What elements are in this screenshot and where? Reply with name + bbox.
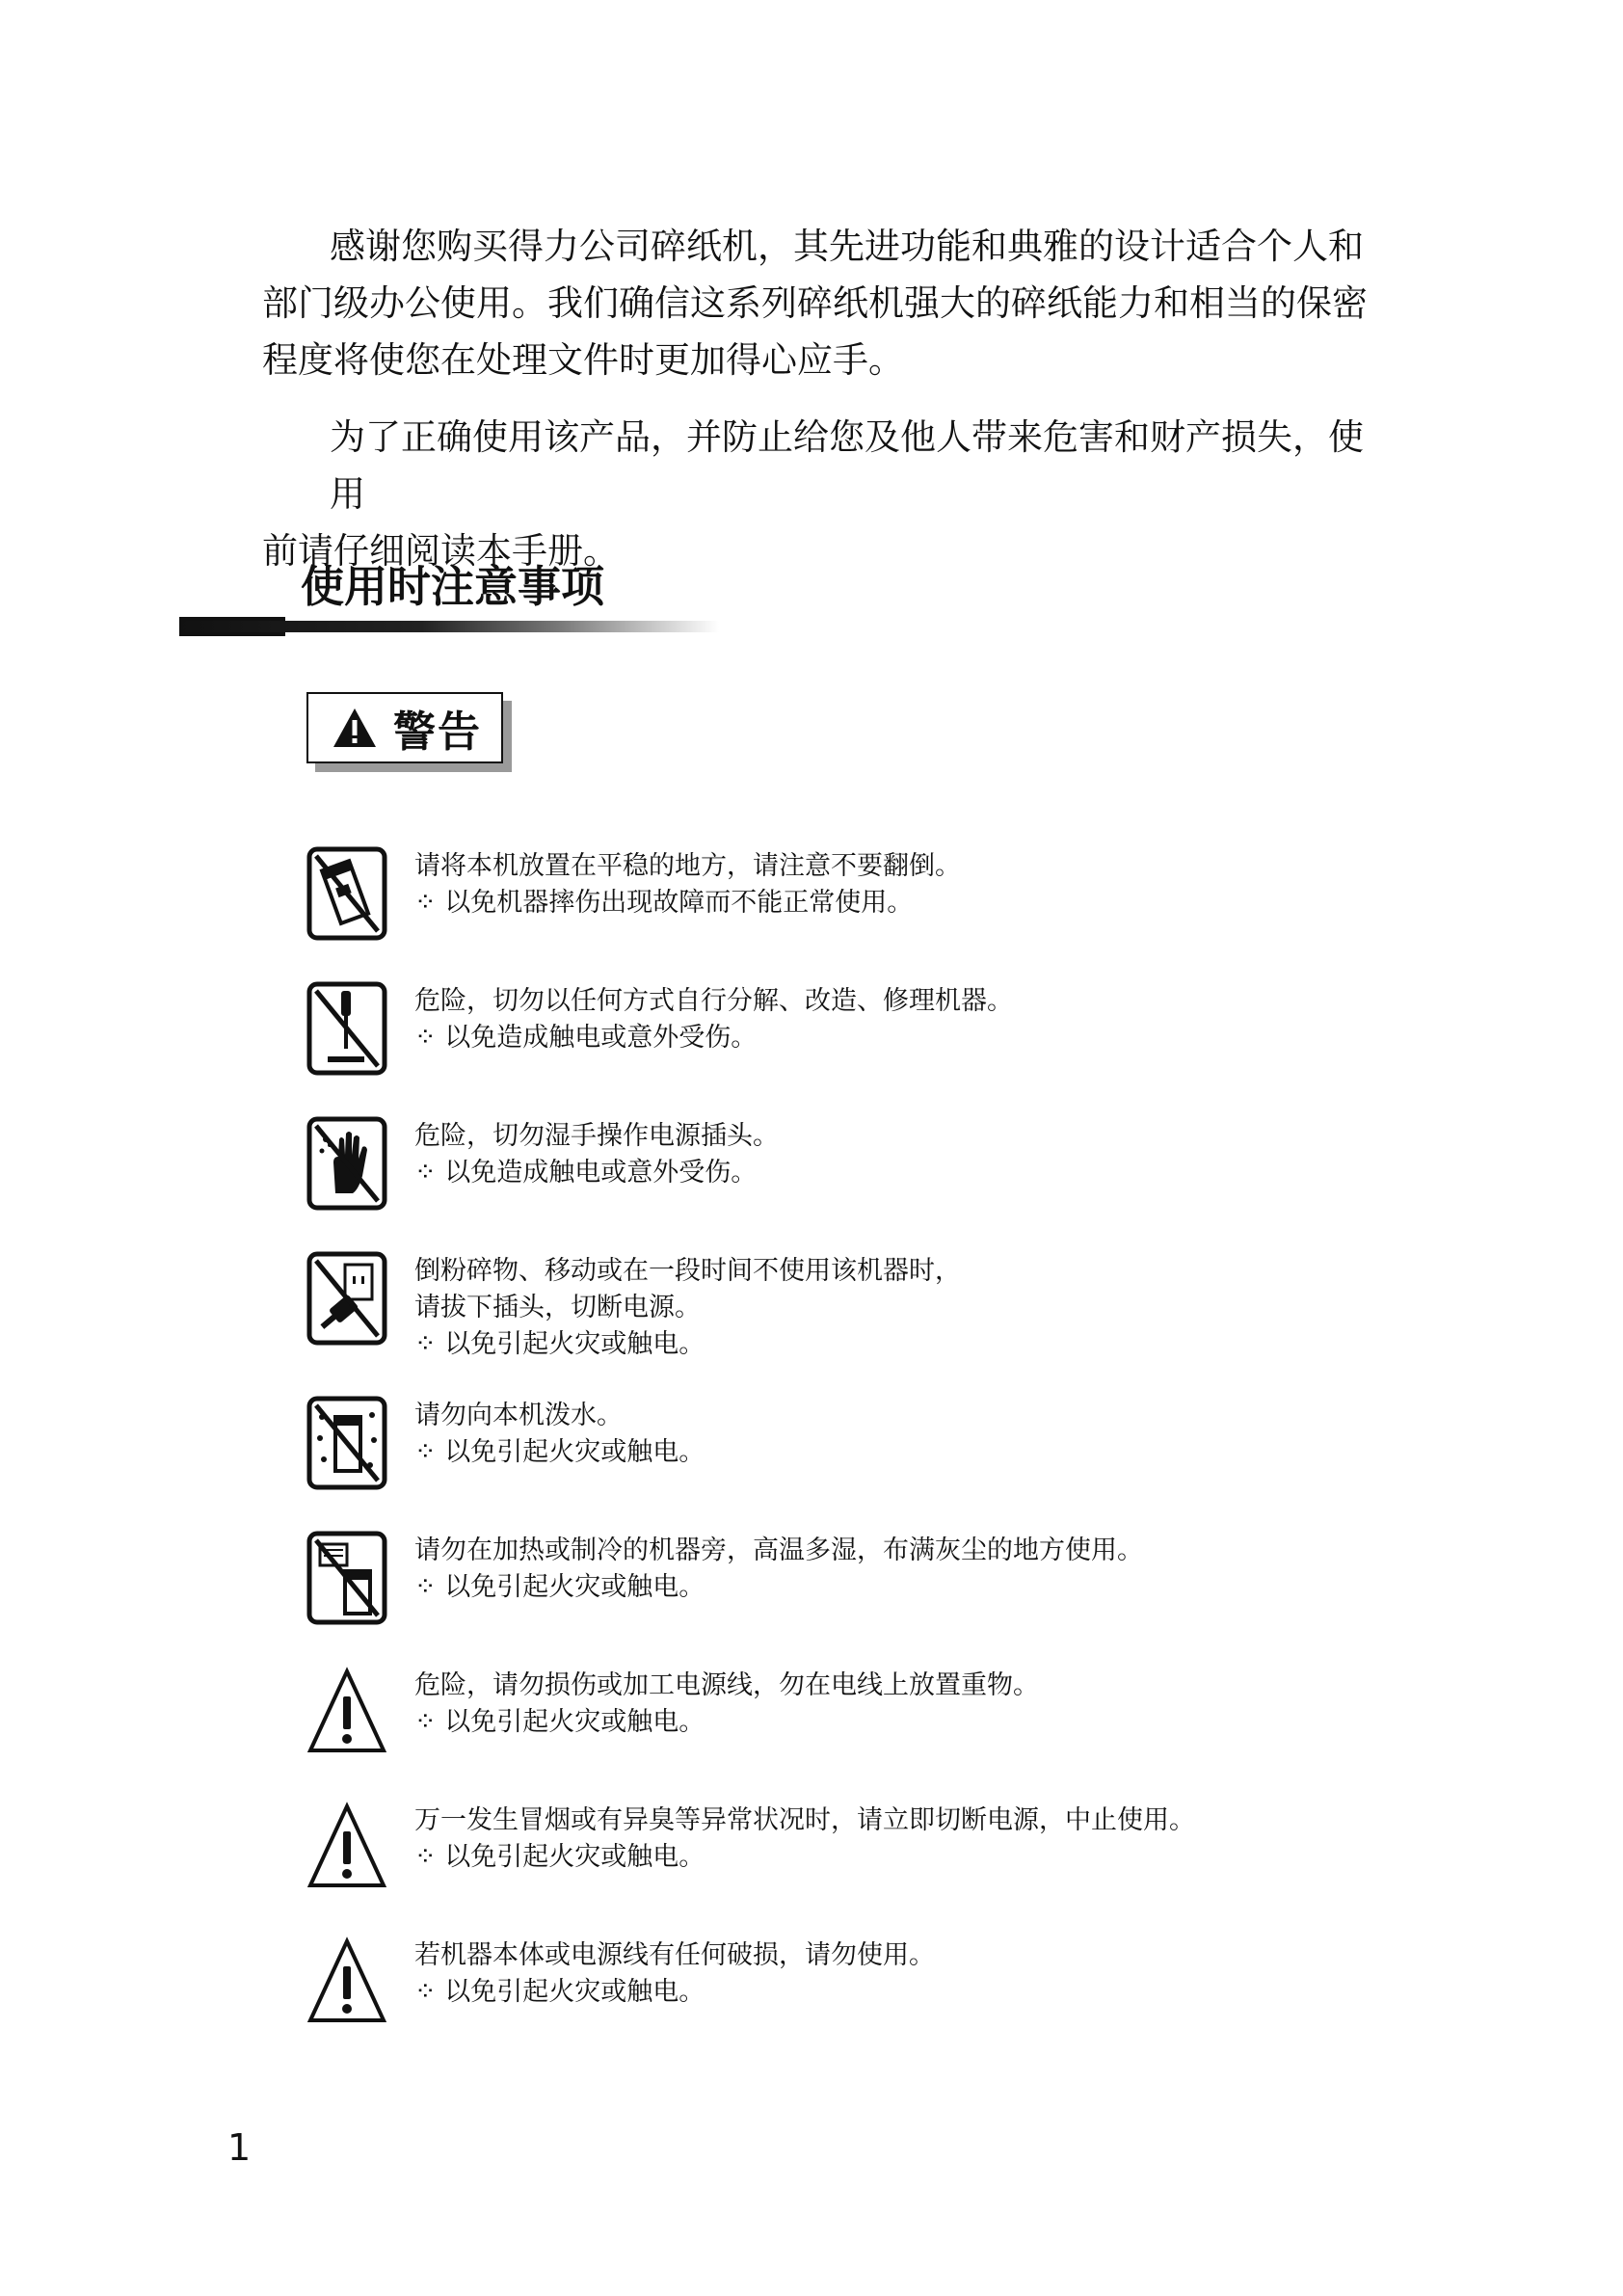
item-line: ⁘ 以免引起火灾或触电。 <box>414 1329 705 1359</box>
item-line: ⁘ 以免造成触电或意外受伤。 <box>414 1158 758 1188</box>
item-line: ⁘ 以免引起火灾或触电。 <box>414 1707 705 1737</box>
warning-triangle-icon <box>332 707 378 749</box>
item-line: ⁘ 以免造成触电或意外受伤。 <box>414 1023 758 1053</box>
item-line: ⁘ 以免引起火灾或触电。 <box>414 1437 705 1467</box>
intro-line: 部门级办公使用。我们确信这系列碎纸机强大的碎纸能力和相当的保密 <box>262 282 1368 324</box>
warning-triangle-icon <box>306 1666 387 1760</box>
intro-paragraph-1 <box>262 218 1380 388</box>
warning-triangle-icon <box>306 1801 387 1895</box>
item-line: 危险，请勿损伤或加工电源线，勿在电线上放置重物。 <box>414 1670 1039 1700</box>
precaution-item <box>306 1531 1463 1627</box>
intro-line: 为了正确使用该产品，并防止给您及他人带来危害和财产损失，使用 <box>330 416 1364 515</box>
item-line: ⁘ 以免引起火灾或触电。 <box>414 1842 705 1872</box>
item-line: 若机器本体或电源线有任何破损，请勿使用。 <box>414 1940 935 1970</box>
warning-triangle-icon <box>306 1936 387 2030</box>
warning-label-text: 警告 <box>393 707 482 757</box>
no-tipping-icon <box>306 846 387 941</box>
precaution-item <box>306 846 1463 943</box>
precaution-item <box>306 1116 1463 1213</box>
page-number: 1 <box>227 2126 252 2169</box>
item-line: 危险，切勿湿手操作电源插头。 <box>414 1121 779 1151</box>
precaution-item <box>306 1396 1463 1492</box>
item-line: 倒粉碎物、移动或在一段时间不使用该机器时， <box>414 1256 961 1286</box>
item-line: 请勿在加热或制冷的机器旁，高温多湿，布满灰尘的地方使用。 <box>414 1535 1143 1565</box>
no-wet-hands-icon <box>306 1116 387 1211</box>
item-line: ⁘ 以免引起火灾或触电。 <box>414 1572 705 1602</box>
warning-label-box <box>306 692 503 763</box>
item-line: 请勿向本机泼水。 <box>414 1401 623 1430</box>
precaution-item <box>306 1936 1463 2032</box>
no-heat-humidity-icon <box>306 1531 387 1625</box>
intro-line: 程度将使您在处理文件时更加得心应手。 <box>262 339 904 381</box>
item-line: 请拔下插头，切断电源。 <box>414 1293 701 1322</box>
no-water-icon <box>306 1396 387 1490</box>
unplug-icon <box>306 1251 387 1346</box>
precaution-item <box>306 1801 1463 1897</box>
precaution-item <box>306 1666 1463 1762</box>
item-line: 危险，切勿以任何方式自行分解、改造、修理机器。 <box>414 986 1013 1016</box>
intro-line: 前请仔细阅读本手册。 <box>262 530 619 572</box>
section-underline-bar <box>179 617 719 636</box>
item-line: ⁘ 以免机器摔伤出现故障而不能正常使用。 <box>414 888 914 918</box>
precaution-item <box>306 981 1463 1078</box>
intro-line: 感谢您购买得力公司碎纸机，其先进功能和典雅的设计适合个人和 <box>330 226 1364 267</box>
section-title: 使用时注意事项 <box>301 561 605 612</box>
precaution-item <box>306 1251 1463 1359</box>
no-disassembly-icon <box>306 981 387 1076</box>
item-line: 万一发生冒烟或有异臭等异常状况时，请立即切断电源，中止使用。 <box>414 1805 1195 1835</box>
item-line: 请将本机放置在平稳的地方，请注意不要翻倒。 <box>414 851 961 881</box>
item-line: ⁘ 以免引起火灾或触电。 <box>414 1977 705 2007</box>
